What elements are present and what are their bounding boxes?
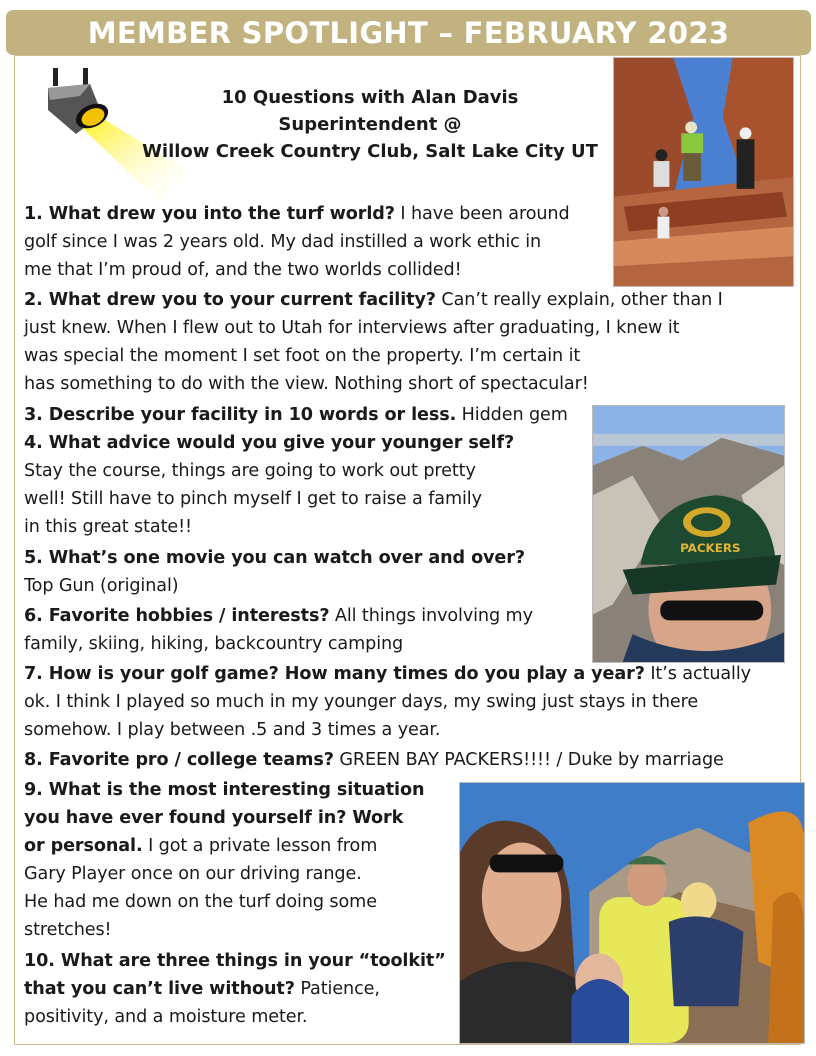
q10-answer-2: positivity, and a moisture meter. [24, 1007, 308, 1027]
q2-question: 2. What drew you to your current facility? [24, 290, 436, 310]
q1-line-1 [24, 202, 570, 227]
header-line-1: 10 Questions with Alan Davis [221, 87, 519, 108]
q1-answer-2: golf since I was 2 years old. My dad instilled a work ethic in [24, 232, 542, 252]
q1-answer-3: me that I’m proud of, and the two worlds collided! [24, 260, 462, 280]
q10-question-1: 10. What are three things in your “toolkit” [24, 951, 446, 971]
q10-answer-1: Patience, [294, 979, 380, 999]
q9-answer-2: Gary Player once on our driving range. [24, 864, 362, 884]
q3-answer-1: Hidden gem [456, 405, 568, 425]
q9-answer-3: He had me down on the turf doing some [24, 892, 377, 912]
banner-title: MEMBER SPOTLIGHT – FEBRUARY 2023 [87, 15, 730, 50]
q8-line-1 [24, 748, 724, 773]
q2-answer-3: was special the moment I set foot on the property. I’m certain it [24, 346, 581, 366]
family-mountain-selfie-photo [459, 782, 805, 1044]
q2-answer-4: has something to do with the view. Nothing short of spectacular! [24, 374, 589, 394]
q2-answer-1: Can’t really explain, other than I [435, 290, 723, 310]
q3-line-1 [24, 403, 568, 428]
q2-answer-2: just knew. When I flew out to Utah for interviews after graduating, I knew it [24, 318, 680, 338]
interview-header [130, 84, 610, 165]
header-line-2: Superintendent @ [278, 114, 462, 135]
q4-answer-2: well! Still have to pinch myself I get to raise a family [24, 489, 482, 509]
q7-answer-1: It’s actually [644, 664, 751, 684]
q10-question-2: that you can’t live without? [24, 979, 295, 999]
header-line-3: Willow Creek Country Club, Salt Lake City UT [142, 141, 598, 162]
q6-answer-2: family, skiing, hiking, backcountry camping [24, 634, 404, 654]
q1-question: 1. What drew you into the turf world? [24, 204, 395, 224]
q1-answer-1: I have been around [394, 204, 570, 224]
q3-question: 3. Describe your facility in 10 words or less. [24, 405, 457, 425]
q9-line-3 [24, 834, 377, 859]
q6-question: 6. Favorite hobbies / interests? [24, 606, 330, 626]
q7-question: 7. How is your golf game? How many times do you play a year? [24, 664, 645, 684]
q9-answer-4: stretches! [24, 920, 112, 940]
q7-answer-2: ok. I think I played so much in my younger days, my swing just stays in there [24, 692, 699, 712]
q9-question-1: 9. What is the most interesting situation [24, 780, 425, 800]
q4-answer-3: in this great state!! [24, 517, 193, 537]
q10-line-2 [24, 977, 380, 1002]
canyon-family-photo [613, 57, 794, 287]
q6-line-1 [24, 604, 533, 629]
q5-answer-1: Top Gun (original) [24, 576, 179, 596]
q7-line-1 [24, 662, 751, 687]
title-banner [6, 10, 811, 55]
q4-answer-1: Stay the course, things are going to work out pretty [24, 461, 476, 481]
q9-question-3: or personal. [24, 836, 143, 856]
q9-question-2: you have ever found yourself in? Work [24, 808, 404, 828]
q8-question: 8. Favorite pro / college teams? [24, 750, 334, 770]
q9-answer-1: I got a private lesson from [142, 836, 378, 856]
q7-answer-3: somehow. I play between .5 and 3 times a year. [24, 720, 441, 740]
q6-answer-1: All things involving my [329, 606, 533, 626]
q5-question: 5. What’s one movie you can watch over and over? [24, 548, 525, 568]
cap-text: PACKERS [680, 540, 741, 555]
q4-question: 4. What advice would you give your younger self? [24, 433, 515, 453]
q8-answer-1: GREEN BAY PACKERS!!!! / Duke by marriage [333, 750, 724, 770]
q2-line-1 [24, 288, 723, 313]
packers-cap-selfie-photo [592, 405, 785, 663]
